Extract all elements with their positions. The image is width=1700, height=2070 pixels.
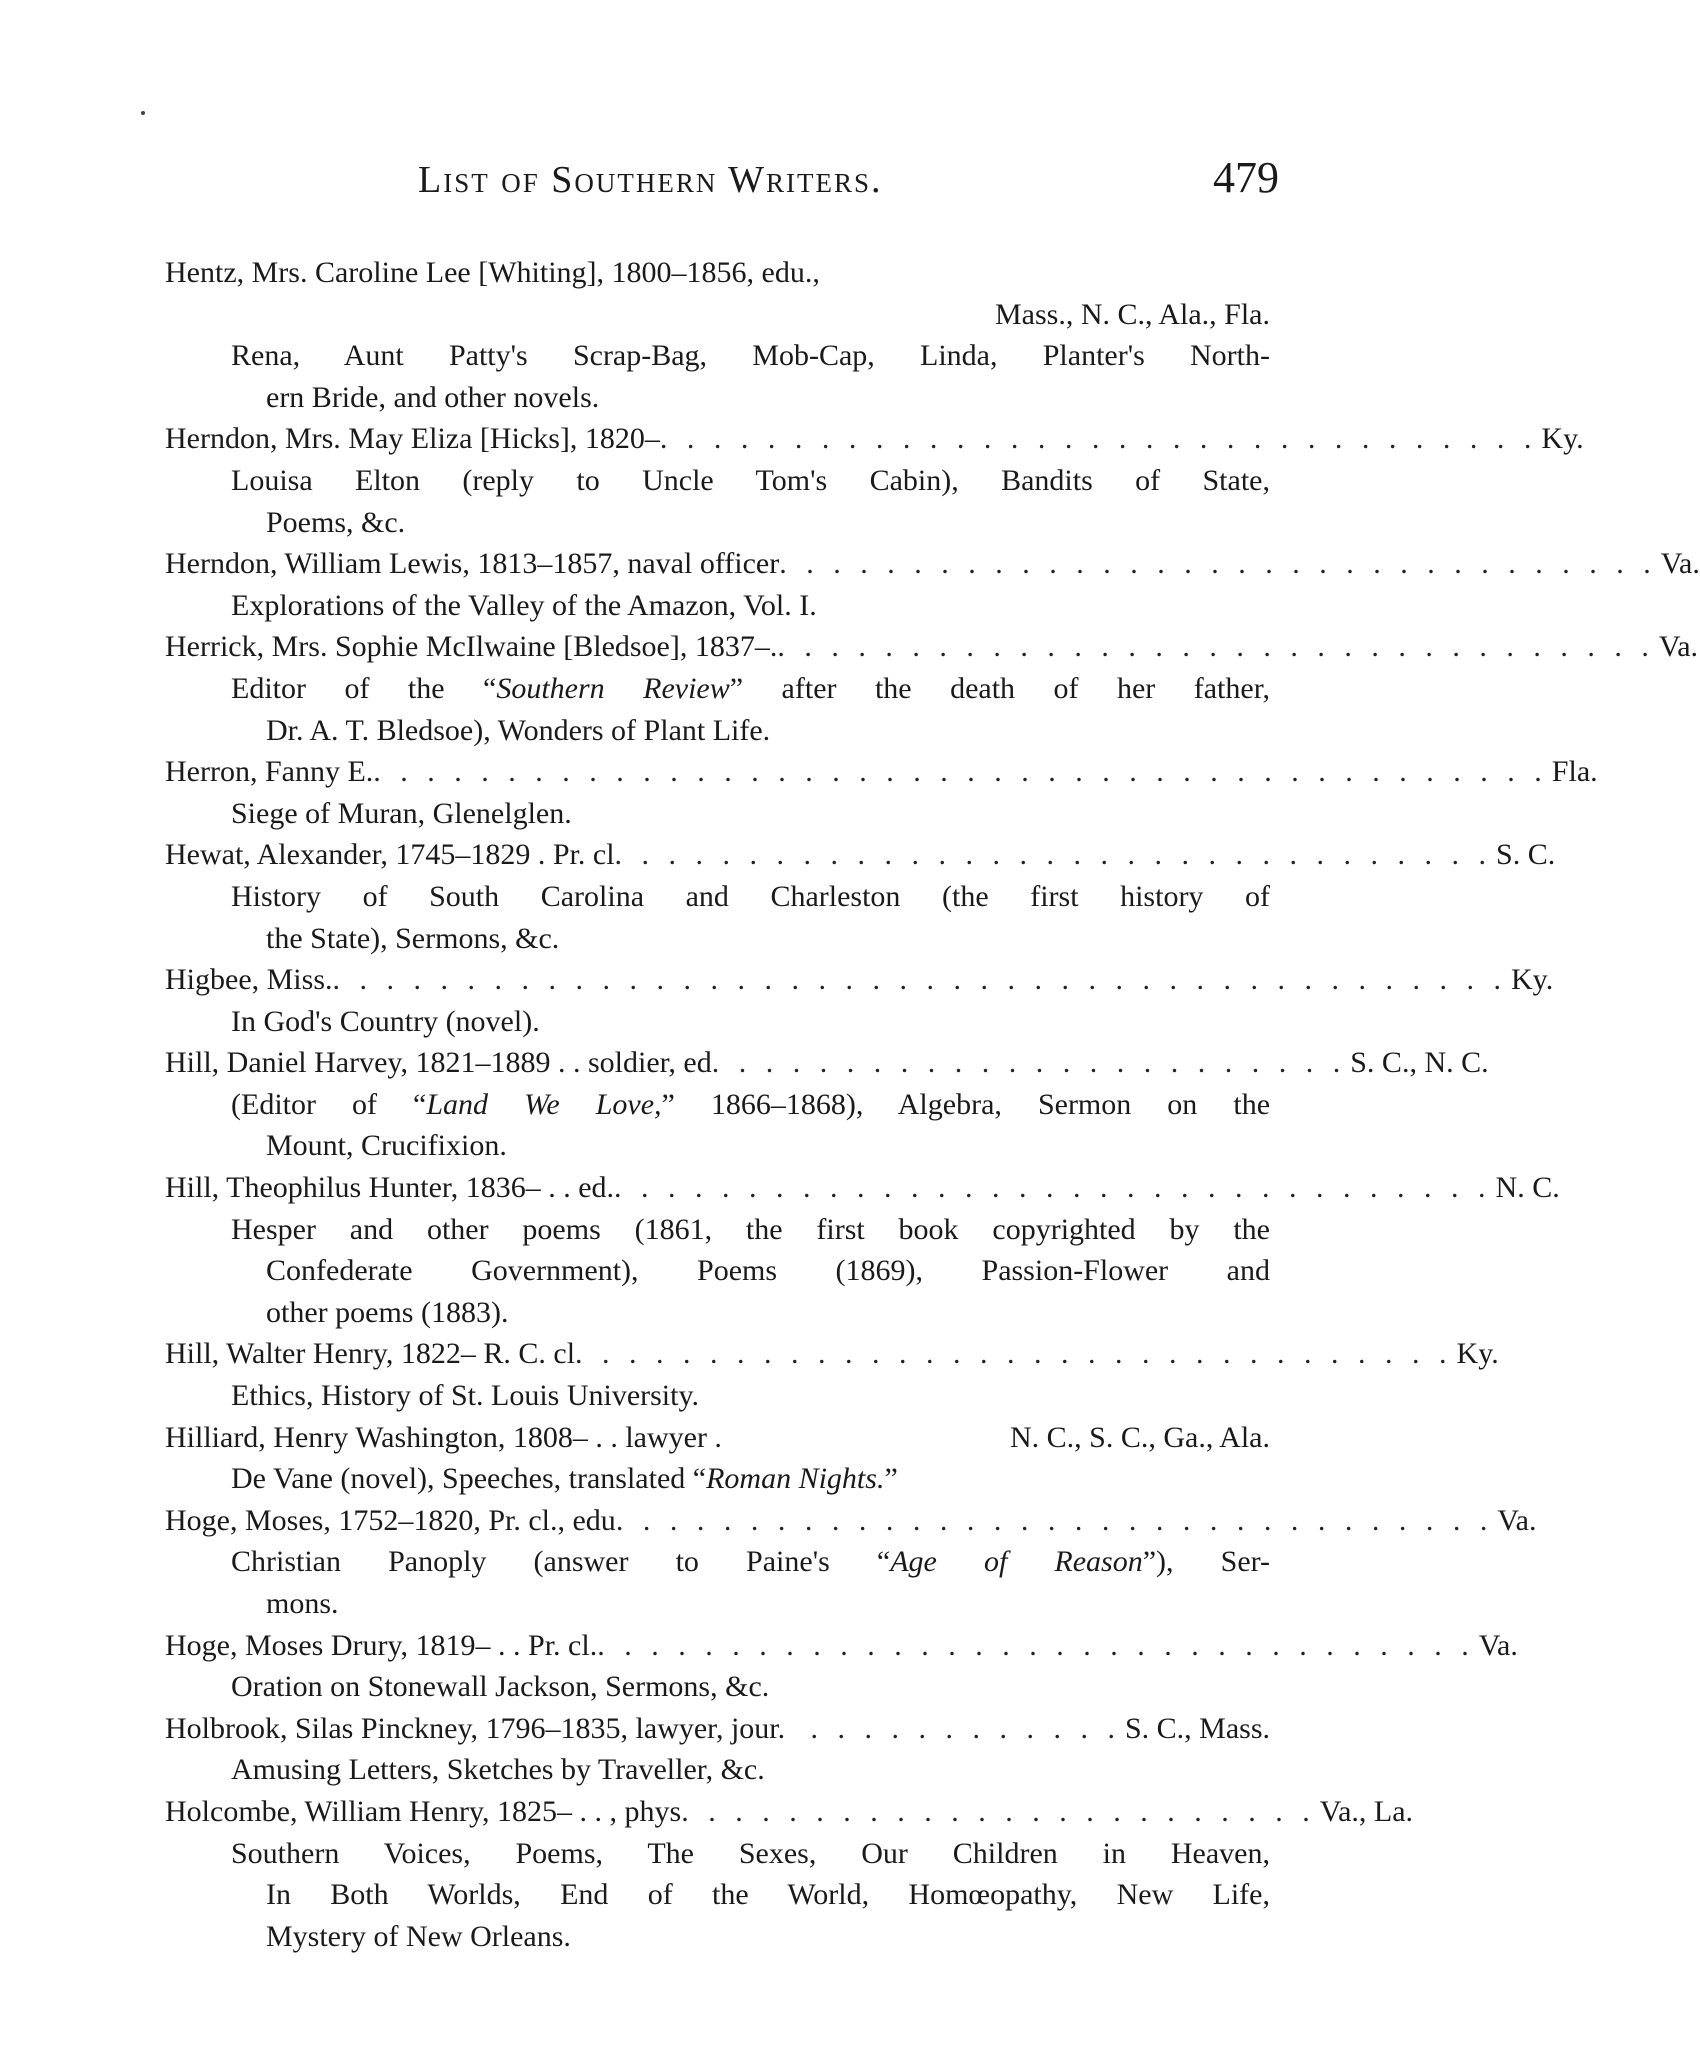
entry-works: In Both Worlds, End of the World, Homœopathy, New Life, [266,1878,1270,1912]
entry-place: Va. [1478,1628,1518,1662]
entry-place: S. C., Mass. [1124,1711,1270,1745]
entry-name: Herrick, Mrs. Sophie McIlwaine [Bledsoe], 1837–. [165,630,778,664]
entry-name: Hewat, Alexander, 1745–1829 . Pr. cl [165,838,615,872]
entry-place: Va., La. [1319,1794,1414,1828]
entry-name: Hill, Theophilus Hunter, 1836– . . ed. [165,1171,615,1205]
entry-works: Editor of the “Southern Review” after the death of her father, [231,671,1270,705]
entry-works: Confederate Government), Poems (1869), Passion-Flower and [266,1254,1270,1288]
dot-leader: . . . . . . . . . . . . . . . . . . . . . . . . . . . . . . . . . [597,1628,1475,1662]
dot-leader: . . . . . . . . . . . . . . . . . . . . . . . . [711,1046,1347,1080]
entry-name: Hill, Walter Henry, 1822– R. C. cl [165,1337,576,1371]
entry-name: Holcombe, William Henry, 1825– . . , phys [165,1794,682,1828]
dot-leader: . . . . . . . . . . . . . . . . . . . . . . . . . . . . . . . . . [614,1171,1492,1205]
dot-leader: . . . . . . . . . . . . . . . . . . . . . . . . . . . . . . . . . [779,547,1657,581]
entry-heading [165,959,1554,1001]
work-title: Age of Reason [890,1545,1143,1579]
entry-place: Va. [1660,547,1700,581]
entry-works: Dr. A. T. Bledsoe), Wonders of Plant Life. [266,713,771,747]
entry-heading [165,1500,1537,1542]
entry-heading [165,1625,1518,1667]
entry-works: Louisa Elton (reply to Uncle Tom's Cabin), Bandits of State, [231,463,1270,497]
entry-works: Siege of Muran, Glenelglen. [231,796,572,830]
entry-place: N. C. [1495,1171,1560,1205]
entry-place: Va. [1658,630,1699,664]
entry-name: Hill, Daniel Harvey, 1821–1889 . . soldier, ed [165,1046,712,1080]
entry-heading [165,418,1584,460]
page-number: 479 [1213,153,1279,202]
entry-place: Va. [1497,1503,1537,1537]
entry-place: Mass., N. C., Ala., Fla. [994,297,1270,331]
entry-name: Herron, Fanny E. [165,755,374,789]
entry-heading [165,1791,1414,1833]
entry-place: Fla. [1551,755,1598,789]
entry-name: Higbee, Miss. [165,963,333,997]
entry-works: Oration on Stonewall Jackson, Sermons, &c. [231,1670,770,1704]
entry-name: Hilliard, Henry Washington, 1808– . . lawyer . [165,1420,722,1454]
periodical-title: Southern Review [496,671,730,705]
writers-list [165,252,1700,1957]
dot-leader: . . . . . . . . . . . . . . . . . . . . . . . . . . . . . . . . . . . . . . . . . . . . [373,755,1548,789]
dot-leader: . . . . . . . . . . . . . . . . . . . . . . . . . . . . . . . . . [575,1337,1453,1371]
dot-leader: . . . . . . . . . . . . . . . . . . . . . . . . . . . . . . . . . [614,838,1493,872]
entry-works: other poems (1883). [266,1295,509,1329]
running-header [0,150,1390,210]
dot-leader: . . . . . . . . . . . . . . . . . . . . . . . . . . . . . . . . . [659,422,1538,456]
entry-place: Ky. [1541,422,1584,456]
entry-works: De Vane (novel), Speeches, translated “Roman Nights.” [231,1462,898,1496]
entry-heading [165,1167,1560,1209]
entry-works: Poems, &c. [266,505,406,539]
entry-works: Southern Voices, Poems, The Sexes, Our Children in Heaven, [231,1836,1270,1870]
entry-works: ern Bride, and other novels. [266,380,600,414]
entry-name: Herndon, Mrs. May Eliza [Hicks], 1820– [165,422,660,456]
ink-speck [141,111,145,115]
entry-works: the State), Sermons, &c. [266,921,560,955]
entry-works: Rena, Aunt Patty's Scrap-Bag, Mob-Cap, Linda, Planter's North- [231,339,1270,373]
entry-heading [165,834,1556,876]
entry-works: Amusing Letters, Sketches by Traveller, &c. [231,1753,765,1787]
entry-name: Hoge, Moses, 1752–1820, Pr. cl., edu [165,1503,616,1537]
entry-heading [165,626,1699,668]
running-title: List of Southern Writers. [418,159,883,201]
entry-place: S. C. [1496,838,1556,872]
entry-works: Hesper and other poems (1861, the first book copyrighted by the [231,1212,1270,1246]
entry-place: S. C., N. C. [1350,1046,1489,1080]
entry-works: Explorations of the Valley of the Amazon, Vol. I. [231,588,817,622]
entry-works: Ethics, History of St. Louis University. [231,1379,700,1413]
work-title: Roman Nights. [706,1462,885,1496]
entry-place: Ky. [1456,1337,1499,1371]
entry-name: Holbrook, Silas Pinckney, 1796–1835, lawyer, jour. [165,1711,786,1745]
entry-works: In God's Country (novel). [231,1004,540,1038]
entry-heading [165,751,1598,793]
entry-heading [165,1042,1489,1084]
dot-leader: . . . . . . . . . . . . [810,1711,1121,1745]
entry-name: Hentz, Mrs. Caroline Lee [Whiting], 1800–1856, edu., [165,256,820,289]
dot-leader: . . . . . . . . . . . . . . . . . . . . . . . . . . . . . . . . . [615,1503,1494,1537]
entry-heading [165,1333,1499,1375]
entry-name: Hoge, Moses Drury, 1819– . . Pr. cl. [165,1628,598,1662]
entry-name: Herndon, William Lewis, 1813–1857, naval officer [165,547,780,581]
entry-heading [165,1417,1270,1459]
periodical-title: Land We Love, [426,1087,662,1121]
entry-works: Christian Panoply (answer to Paine's “Age of Reason”), Ser- [231,1545,1271,1579]
entry-place: Ky. [1511,963,1554,997]
entry-works: Mystery of New Orleans. [266,1919,571,1953]
dot-leader: . . . . . . . . . . . . . . . . . . . . . . . . . . . . . . . . . . . . . . . . . . . . [332,963,1507,997]
entry-heading [165,1708,1270,1750]
entry-works: Mount, Crucifixion. [266,1129,507,1163]
entry-works: (Editor of “Land We Love,” 1866–1868), Algebra, Sermon on the [231,1087,1271,1121]
entry-works: mons. [266,1587,339,1620]
dot-leader: . . . . . . . . . . . . . . . . . . . . . . . . . . . . . . . . . [777,630,1655,664]
entry-works: History of South Carolina and Charleston (the first history of [231,879,1270,913]
entry-place: N. C., S. C., Ga., Ala. [1009,1420,1270,1454]
entry-heading [165,543,1700,585]
dot-leader: . . . . . . . . . . . . . . . . . . . . . . . . [681,1794,1316,1828]
